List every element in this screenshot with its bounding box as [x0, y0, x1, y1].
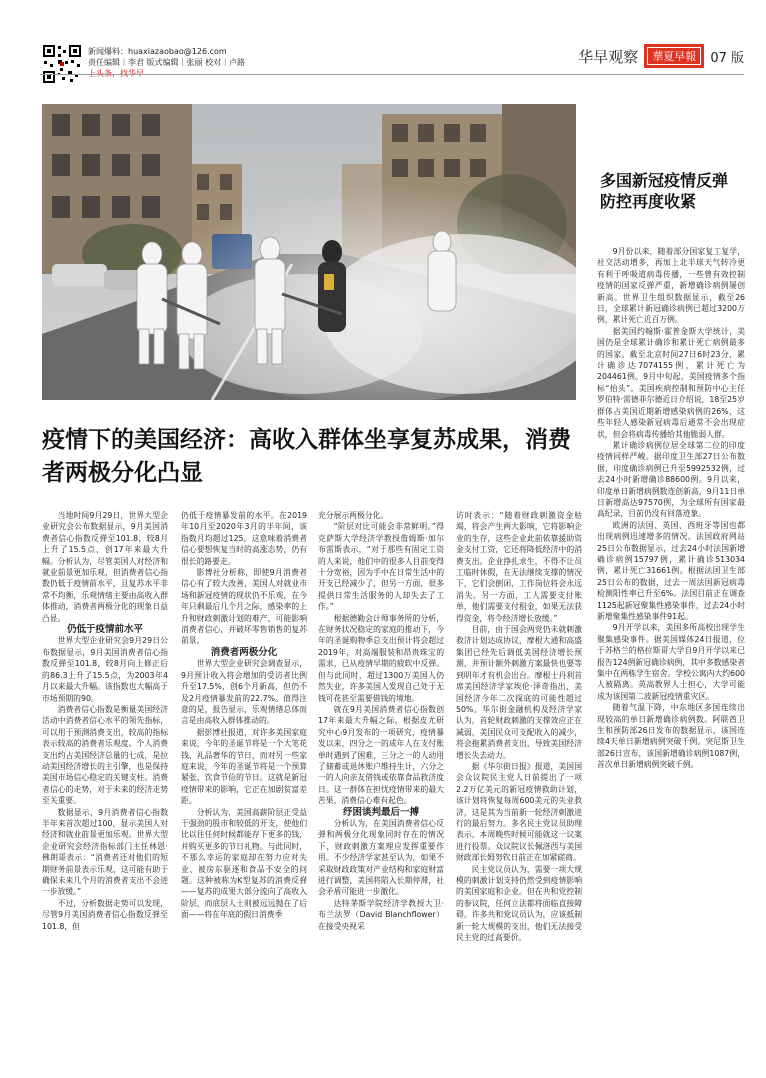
paragraph: 累计确诊病例位居全球第二位的印度疫情同样严峻。据印度卫生部27日公布数据，印度确诊病例已升至5992532例，过去24小时新增确诊88600例。9月以来，印度单日新增病例数连创新高，9月11日单日新增高达97570例，为全球所有国家最高纪录，目前仍没有回落迹象。: [597, 440, 745, 519]
paragraph: 欧洲的法国、英国、西班牙等国也都出现病例迅速增多的情况。法国政府网站25日公布数据显示，过去24小时法国新增确诊病例15797例，累计确诊513034例，累计死亡31661例。根据法国卫生部25日公布的数据，过去一周法国新冠病毒检测阳性率已升至6%。法国目前正在调查1125起新冠聚集性感染事件，过去24小时新增聚集性感染事件91起。: [597, 520, 745, 621]
article-headline: 疫情下的美国经济：高收入群体坐享复苏成果，消费者两极分化凸显: [42, 427, 571, 486]
side-article-body: [597, 246, 745, 771]
paragraph: 影博社分析称，即使9月消费者信心有了较大改善，美国人对就业市场和新冠疫情的现状仍不乐观，在今年只剩最后几个月之际，感染率的上升和财政刺激计划的难产，可能影响消费者信心，并破坏零售销售的复苏前景。: [181, 568, 307, 646]
paragraph: 据彭博社报道，对许多美国家庭来说，今年的圣诞节将是一个大笔花钱、礼品奢华的节日，而对另一些家庭来说，今年的圣诞节将是一个预算紧张、饮食节俭的节日。这就是新冠疫情带来的影响，它正在加剧贫富差距。: [181, 727, 307, 806]
paragraph: “阶层对比可能会非常鲜明。”得克萨斯大学经济学教授詹姆斯·加尔布雷斯表示，“对于那些有固定工资的人来说，他们中的很多人目前变得十分宽裕，因为手中在日常生活中的开支已经减少了，但另一方面，很多提供日常生活服务的人却失去了工作。”: [318, 522, 444, 612]
paragraph: 就在9月美国消费者信心指数创17年来最大升幅之际，根据皮尤研究中心9月发布的一项研究，疫情暴发以来，四分之一的成年人在支付账单时遇到了困难，三分之一的人动用了储蓄或退休账户维持生计，六分之一的人向亲友借钱或依靠食品救济度日。这一群体在担忧疫情带来的最大苦果，消费信心难有起色。: [318, 704, 444, 806]
paragraph: 消费者信心指数是衡量美国经济活动中消费者信心水平的领先指标，可以用于预测消费支出，较高的指标表示较高的消费者乐观度。个人消费支出约占美国经济总量的七成，是拉动美国经济增长的主引擎，也是保持美国市场信心稳定的关键支柱。消费者信心的走势，对于未来的经济走势至关重要。: [42, 704, 168, 806]
article-column-1: [42, 510, 168, 932]
subheading: 纾困谈判最后一搏: [342, 806, 419, 818]
header-line: 责任编辑｜李君 版式编辑｜张丽 校对｜卢路: [88, 58, 246, 67]
paragraph: 世界大型企业研究会调查显示，9月预计收入将会增加的受访者比例升至17.5%，创6个月新高，但仍不及2月疫情暴发前的22.7%。值得注意的是，报告显示，乐观情绪总体而言是由高收入群体推动的。: [181, 659, 307, 726]
section-name: 华早观察: [578, 47, 639, 66]
header-line: 新闻爆料：huaxiazaobao@126.com: [88, 47, 227, 56]
paragraph: 充分展示两极分化。: [318, 511, 389, 520]
edition-number: 07 版: [710, 50, 744, 66]
subheading: 消费者两极分化: [210, 646, 278, 658]
paragraph: 据《华尔街日报》报道，美国国会众议院民主党人日前提出了一项2.2万亿美元的新冠疫情救助计划，该计划将恢复每周600美元的失业救济，这是其为当前新一轮经济刺激进行的最后努力。多名民主党议员助理表示，本周晚些时候可能就这一议案进行投票。众议院议长佩洛西与美国财政部长姆努钦日前正在加紧磋商。: [456, 761, 582, 863]
article-column-3: [318, 510, 444, 932]
paragraph: 当地时间9月29日，世界大型企业研究会公布数据显示，9月美国消费者信心指数反弹至101.8，较8月上升了15.5点，创17年来最大升幅。分析认为，尽管美国人对经济和就业前景更加乐观，但消费者信心指数仍低于疫情前水平，且复苏水平非常不均衡，乐观情绪主要由高收入群体推动，消费者两极分化的现象日益凸显。: [42, 511, 168, 623]
paragraph: 仍低于疫情暴发前的水平。在2019年10月至2020年3月的半年间，该指数月均超过125，这意味着消费者信心要想恢复当时的高涨态势，仍有很长的路要走。: [181, 511, 307, 566]
masthead-logo: 華夏早報: [644, 44, 704, 68]
subheading: 仍低于疫情前水平: [66, 624, 143, 636]
paragraph: 目前，由于国会两党仍未就刺激救济计划达成协议，摩根大通和高盛集团已经先后调低美国经济增长预测，并预计额外刺激方案最快也要等到明年才有机会出台。摩根士丹利首席美国经济学家埃伦·泽奇指出，美国经济今年二次探底的可能性超过50%。华尔街金融机构及经济学家认为，首轮财政刺激的支撑效应正在减弱，美国民众可支配收入的减少，将会拖累消费者支出，导致美国经济增长失去动力。: [456, 625, 582, 760]
qr-code[interactable]: [42, 44, 82, 84]
paragraph: 9月份以来，随着部分国家复工复学，社交活动增多，再加上北半球天气转冷更有利于呼吸道病毒传播，一些曾有效控制疫情的国家反弹严重，新增确诊病例屡创新高。世界卫生组织数据显示，截至26日，全球累计新冠确诊病例已超过3200万例，累计死亡近百万例。: [597, 247, 745, 325]
paragraph: 随着气温下降，中东地区多国连续出现较高的单日新增确诊病例数。阿联酋卫生和预防部26日发布的数据显示，该国连续4天单日新增病例突破千例。突尼斯卫生部26日宣布，该国新增确诊病例1087例，首次单日新增病例突破千例。: [597, 703, 745, 770]
paragraph: 民主党议员认为，需要一项大规模的刺激计划支持仍然受到疫情影响的美国家庭和企业。但在共和党控制的参议院，任何立法都将面临直接障碍。许多共和党议员认为，应该抵制新一轮大规模的支出，他们无法接受民主党的过高要价。: [456, 864, 582, 943]
side-article-title: 多国新冠疫情反弹 防控再度收紧: [600, 171, 729, 211]
header-rule: [40, 74, 744, 75]
paragraph: 根据德勤会计师事务所的分析，在财务状况稳定的家庭的推动下，今年的圣诞购物季总支出预计将会超过2019年，对高端服装和昂贵珠宝的需求，已从疫情早期的疲软中反弹。但与此同时，超过1300万美国人仍然失业，许多美国人发现自己处于无钱可花甚至需要借钱的境地。: [318, 613, 444, 703]
paragraph: 9月开学以来，美国多所高校出现学生聚集感染事件。据美国媒体24日报道，位于苏格兰的格拉斯哥大学自9月开学以来已报告124例新冠确诊病例，其中多数感染者集中在两栋学生宿舍。学校公寓内大约600人被隔离。英高教界人士担心，大学可能成为该国第二波新冠疫情重灾区。: [597, 623, 745, 701]
paragraph: 不过，分析数据走势可以发现，尽管9月美国消费者信心指数反弹至101.8，但: [42, 898, 168, 931]
news-photo: [42, 104, 576, 400]
paragraph: 据美国约翰斯·霍普金斯大学统计，美国仍是全球累计确诊和累计死亡病例最多的国家。截至北京时间27日6时23分，累计确诊达7074155例，累计死亡为204461例。9月中旬起，美国疫情多个指标“抬头”。美国疾病控制和预防中心主任罗伯特·雷德菲尔德近日介绍说，18至25岁群体占美国近期新增感染病例的26%，这些年轻人感染新冠病毒后通常不会出现症状，但会将病毒传播给其他脆弱人群。: [597, 326, 745, 439]
paragraph: 访时表示：“随着财政刺激资金枯竭，将会产生两大影响，它将影响企业的生存，这些企业此前依靠援助资金支付工资，它还将降低经济中的消费支出。企业挣扎求生，不得不让员工临时休假，在无法继续支撑的情况下，它们会倒闭，工作岗位将会永远消失。另一方面，工人需要支付账单，他们需要支付租金，如果无法获得资金，将令经济增长放缓。”: [456, 511, 582, 623]
page-header-right: [578, 44, 744, 68]
paragraph: 分析认为，在美国消费者信心反弹和两极分化现象同时存在的情况下，财政刺激方案理应发挥重要作用。不少经济学家甚至认为，如果不采取财政政策对产业结构和家庭财富进行调整，美国将陷入长期停滞，社会矛盾可能进一步激化。: [318, 818, 444, 897]
paragraph: 分析认为，美国高薪阶层正受益于强劲的股市和较低的开支，使他们比以往任何时候都能存下更多的钱，并购买更多的节日礼物。与此同时，不那么幸运的家庭却在努力应对失业、被房东驱逐和食品不安全的问题。这种被称为K型复苏的消费反弹——复苏的成果大部分流向了高收入阶层，而底层人士则被远远抛在了后面——将在年底的假日消费季: [181, 807, 307, 920]
article-column-4: [456, 510, 582, 943]
paragraph: 数据显示，9月消费者信心指数半年来首次超过100，显示美国人对经济和就业前景更加乐观。世界大型企业研究会经济指标部门主任林恩·佛朗哥表示：“消费者还对他们的短期财务前景表示乐观，这可能有助于确保未来几个月的消费者支出不会进一步放缓。”: [42, 807, 168, 897]
paragraph: 世界大型企业研究会9月29日公布数据显示，9月美国消费者信心指数反弹至101.8，较8月向上修正后的86.3上升了15.5点，为2003年4月以来最大升幅。该指数也大幅高于市场预期的90。: [42, 636, 168, 703]
article-column-2: [181, 510, 307, 921]
paragraph: 达特茅斯学院经济学教授大卫·布兰法罗（David Blanchflower）在接受央视采: [318, 898, 444, 931]
